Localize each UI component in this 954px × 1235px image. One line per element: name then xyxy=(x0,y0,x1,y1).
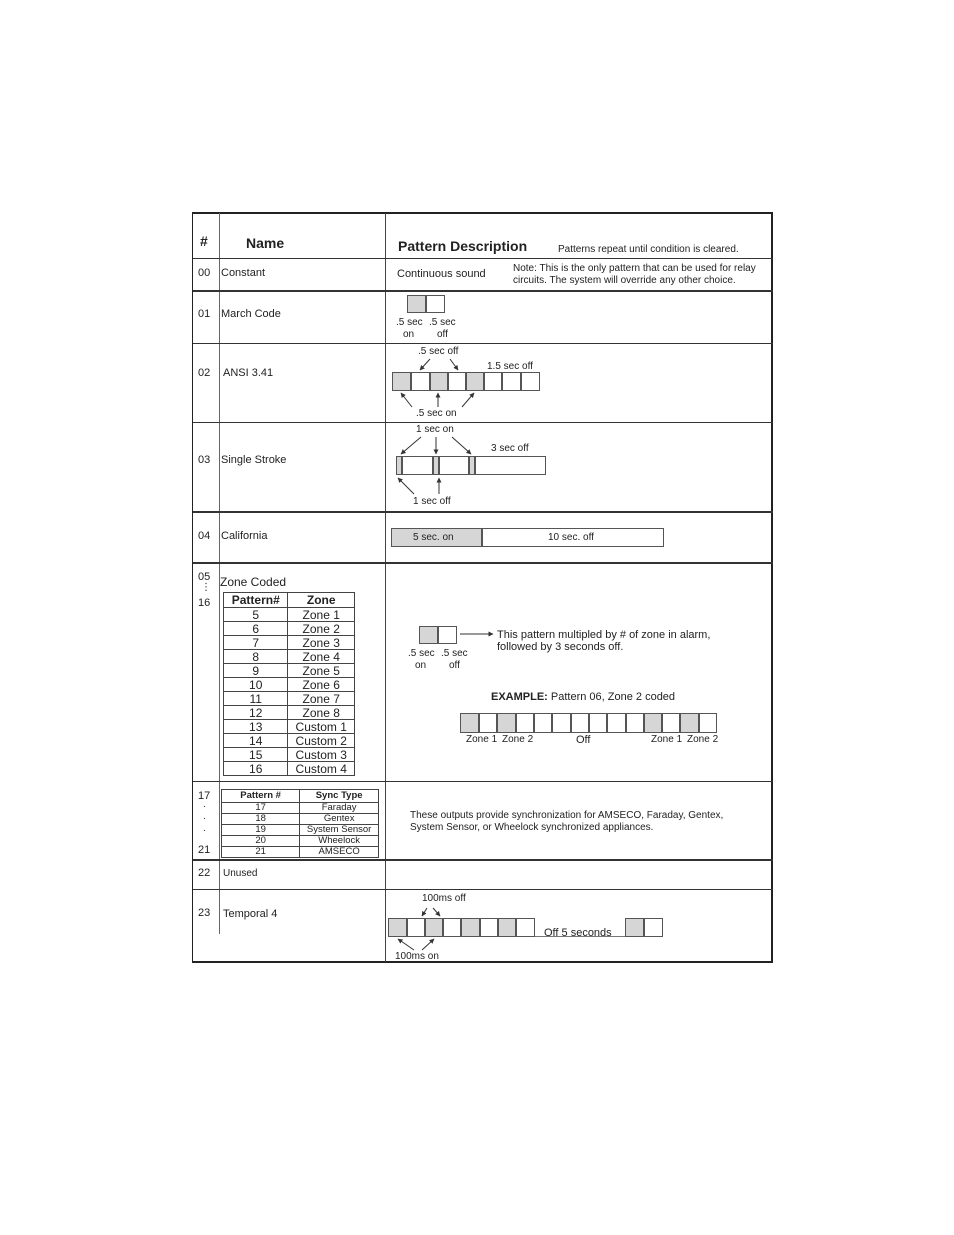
row-05-number: 05 xyxy=(198,571,211,583)
table-cell: AMSECO xyxy=(300,847,379,858)
table-cell: Faraday xyxy=(300,803,379,814)
table-cell: 17 xyxy=(222,803,300,814)
table-cell: 19 xyxy=(222,825,300,836)
sync-description-line2: System Sensor, or Wheelock synchronized appliances. xyxy=(410,822,654,833)
table-header: Pattern# xyxy=(224,593,288,608)
row-05-dots: ⋮ xyxy=(201,582,211,593)
sync-description-line1: These outputs provide synchronization for AMSECO, Faraday, Gentex, xyxy=(410,810,724,821)
table-cell: 11 xyxy=(224,692,288,706)
table-header: Pattern # xyxy=(222,790,300,803)
table-header: Sync Type xyxy=(300,790,379,803)
label-top: 100ms off xyxy=(422,893,466,904)
table-cell: 8 xyxy=(224,650,288,664)
row-00-note-line1: Note: This is the only pattern that can be used for relay xyxy=(513,263,756,274)
row-17-dot: . xyxy=(203,811,206,822)
table-cell: Zone 3 xyxy=(288,636,355,650)
row-00-number: 00 xyxy=(198,267,211,279)
label-top: .5 sec off xyxy=(418,346,459,357)
arrow xyxy=(422,939,434,950)
table-cell: Custom 1 xyxy=(288,720,355,734)
label-right: 3 sec off xyxy=(491,443,529,454)
table-cell: Zone 2 xyxy=(288,622,355,636)
arrow xyxy=(420,359,430,370)
label-off: .5 sec xyxy=(441,648,468,659)
arrow xyxy=(398,939,414,950)
table-cell: 5 xyxy=(224,608,288,622)
table-cell: 21 xyxy=(222,847,300,858)
arrow xyxy=(433,908,440,916)
table-header: Zone xyxy=(288,593,355,608)
table-cell: 14 xyxy=(224,734,288,748)
arrow xyxy=(401,437,421,454)
label-on: .5 sec xyxy=(408,648,435,659)
row-22-name: Unused xyxy=(223,868,258,879)
table-cell: 20 xyxy=(222,836,300,847)
table-cell: 16 xyxy=(224,762,288,776)
table-cell: Zone 8 xyxy=(288,706,355,720)
header-name: Name xyxy=(246,235,285,251)
table-cell: Wheelock xyxy=(300,836,379,847)
row-17-dot: . xyxy=(203,823,206,834)
example-off-label: Off xyxy=(576,734,591,746)
row-03-number: 03 xyxy=(198,454,211,466)
row-22-number: 22 xyxy=(198,867,211,879)
table-cell: Zone 5 xyxy=(288,664,355,678)
row-23-number: 23 xyxy=(198,907,211,919)
row-05-name: Zone Coded xyxy=(220,575,287,589)
example-zone1b-label: Zone 1 xyxy=(651,734,683,745)
table-cell: 9 xyxy=(224,664,288,678)
label-mid: Off 5 seconds xyxy=(544,927,612,939)
label-on: on xyxy=(415,660,427,671)
label-on: .5 sec xyxy=(396,317,423,328)
zone-description-line2: followed by 3 seconds off. xyxy=(497,641,624,653)
table-cell: System Sensor xyxy=(300,825,379,836)
header-pattern: Pattern Description xyxy=(398,238,528,254)
arrow xyxy=(422,908,427,916)
table-cell: Zone 7 xyxy=(288,692,355,706)
row-00-name: Constant xyxy=(221,267,266,279)
row-21-number: 21 xyxy=(198,844,211,856)
bar-off-label: 10 sec. off xyxy=(548,532,594,543)
header-number: # xyxy=(200,233,208,249)
header-note: Patterns repeat until condition is cleared. xyxy=(558,244,739,255)
label-off: off xyxy=(449,660,460,671)
label-bottom: 1 sec off xyxy=(413,496,451,507)
label-right: 1.5 sec off xyxy=(487,361,533,372)
table-cell: 12 xyxy=(224,706,288,720)
example-text: Pattern 06, Zone 2 coded xyxy=(547,691,676,703)
arrow xyxy=(452,437,471,454)
table-cell: 18 xyxy=(222,814,300,825)
row-16-number: 16 xyxy=(198,597,211,609)
table-cell: 6 xyxy=(224,622,288,636)
label-off: .5 sec xyxy=(429,317,456,328)
table-cell: Zone 6 xyxy=(288,678,355,692)
arrow xyxy=(401,393,412,407)
row-23-name: Temporal 4 xyxy=(223,908,278,920)
label-top: 1 sec on xyxy=(416,424,454,435)
label-bottom: .5 sec on xyxy=(416,408,457,419)
label-bottom: 100ms on xyxy=(395,951,439,962)
label-on: on xyxy=(403,329,415,340)
arrow xyxy=(462,393,474,407)
example-zone2b-label: Zone 2 xyxy=(687,734,719,745)
example-zone2-label: Zone 2 xyxy=(502,734,534,745)
table-cell: Custom 3 xyxy=(288,748,355,762)
table-cell: 15 xyxy=(224,748,288,762)
table-cell: 10 xyxy=(224,678,288,692)
row-04-number: 04 xyxy=(198,530,211,542)
row-01-name: March Code xyxy=(221,308,281,320)
label-off: off xyxy=(437,329,448,340)
row-02-name: ANSI 3.41 xyxy=(223,367,274,379)
example-bold: EXAMPLE: xyxy=(491,691,548,703)
table-cell: Custom 4 xyxy=(288,762,355,776)
row-00-note-line2: circuits. The system will override any other choice. xyxy=(513,275,736,286)
table-cell: Gentex xyxy=(300,814,379,825)
row-17-dot: . xyxy=(203,799,206,810)
table-cell: 7 xyxy=(224,636,288,650)
zone-description-line1: This pattern multipled by # of zone in alarm, xyxy=(497,629,711,641)
row-17-number: 17 xyxy=(198,790,211,802)
bar-on-label: 5 sec. on xyxy=(413,532,454,543)
row-03-name: Single Stroke xyxy=(221,454,287,466)
arrow xyxy=(398,478,414,494)
table-cell: Custom 2 xyxy=(288,734,355,748)
arrow xyxy=(450,359,458,370)
table-cell: Zone 4 xyxy=(288,650,355,664)
example-zone1-label: Zone 1 xyxy=(466,734,498,745)
table-cell: Zone 1 xyxy=(288,608,355,622)
row-01-number: 01 xyxy=(198,308,211,320)
row-00-description: Continuous sound xyxy=(397,268,486,280)
row-04-name: California xyxy=(221,530,268,542)
row-02-number: 02 xyxy=(198,367,211,379)
table-cell: 13 xyxy=(224,720,288,734)
